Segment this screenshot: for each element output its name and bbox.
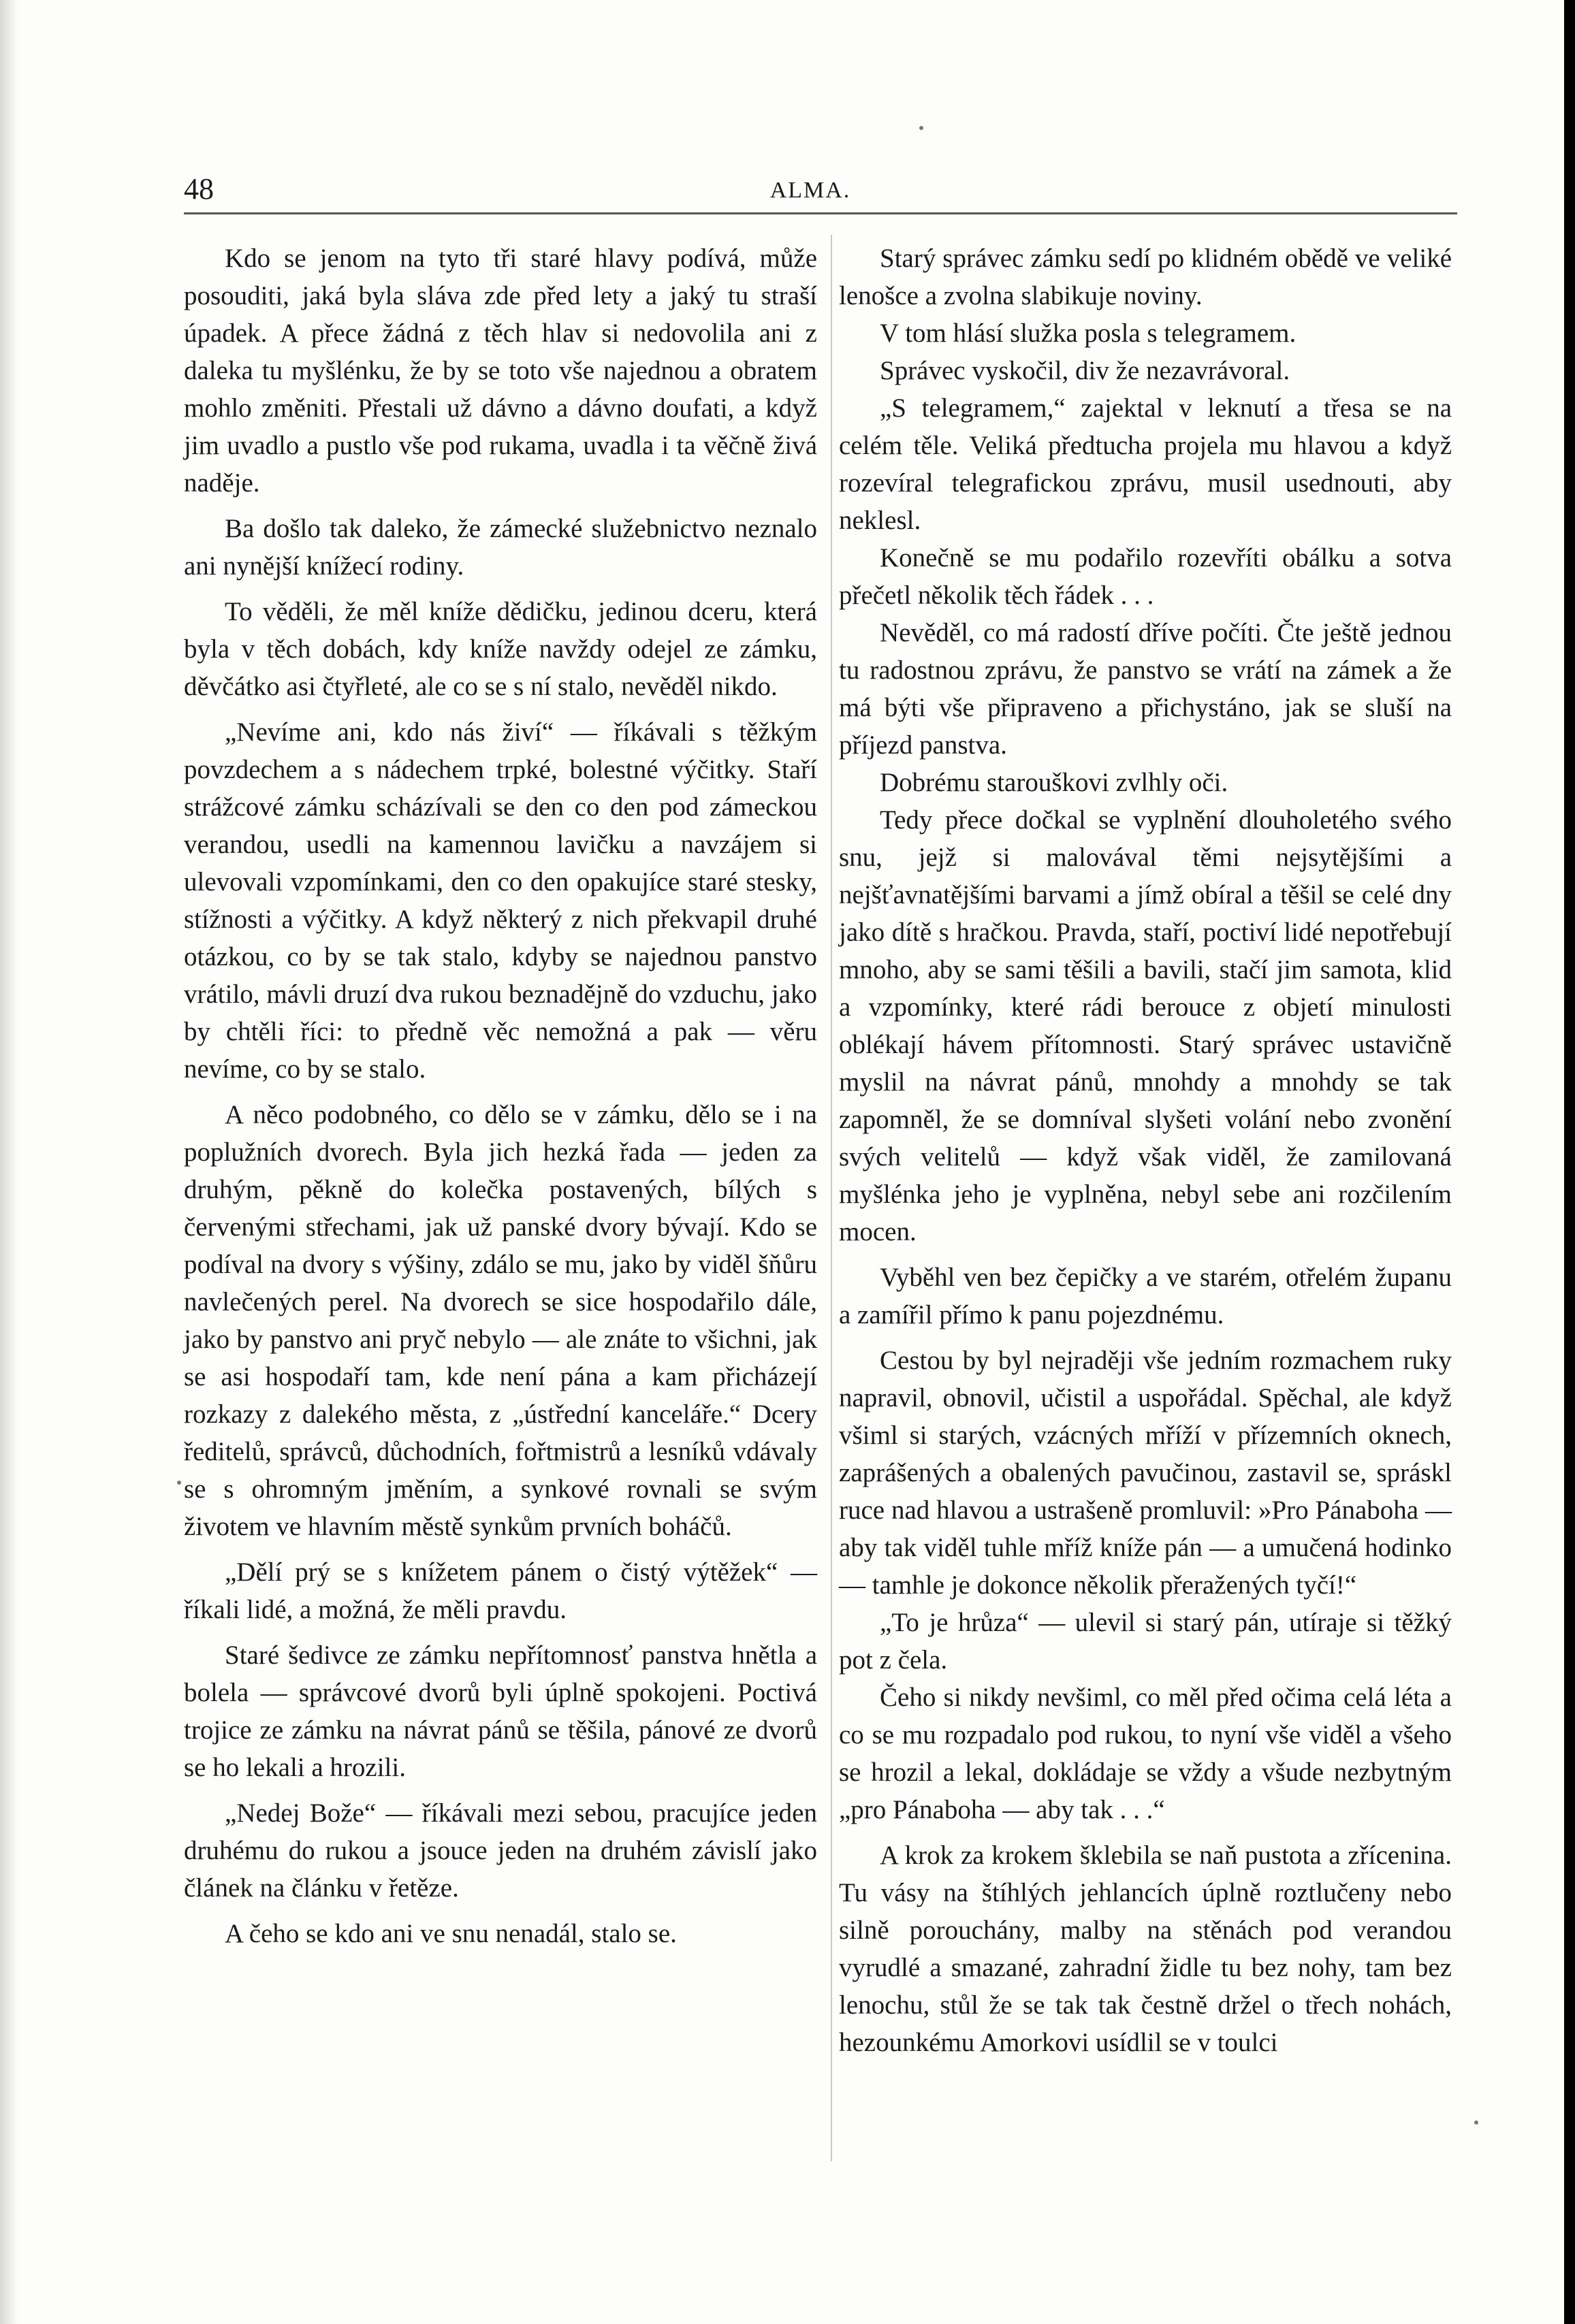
paragraph: Vyběhl ven bez čepičky a ve starém, otřelém županu a zamířil přímo k panu pojezdnému. bbox=[839, 1263, 1452, 1329]
paragraph: „Nevíme ani, kdo nás živí“ — říkávali s těžkým povzdechem a s nádechem trpké, bolestné výčitky. Staří strážcové zámku scházívali se den co den pod zámeckou verandou, usedli na kamennou lavičku a navzájem si ulevovali vzpomínkami, den co den opakujíce staré stesky, stížnosti a výčitky. A když některý z nich překvapil druhé otázkou, co by se tak stalo, kdyby se najednou panstvo vrátilo, mávli druzí dva rukou beznadějně do vzduchu, jako by chtěli říci: to předně věc nemožná a pak — věru nevíme, co by se stalo. bbox=[184, 717, 817, 1084]
paragraph: Dobrému starouškovi zvlhly oči. bbox=[880, 768, 1228, 797]
page-header bbox=[184, 169, 1437, 210]
header-rule bbox=[184, 212, 1457, 214]
paragraph: A čeho se kdo ani ve snu nenadál, stalo se. bbox=[225, 1919, 677, 1948]
paragraph: A krok za krokem šklebila se naň pustota a zřícenina. Tu vásy na štíhlých jehlancích úplně roztlučeny nebo silně porouchány, malby na stěnách pod verandou vyrudlé a smazané, zahradní židle tu bez nohy, tam bez lenochu, stůl že se tak tak čestně držel o třech nohách, hezounkému Amorkovi usídlil se v toulci bbox=[839, 1841, 1452, 2057]
right-column bbox=[839, 240, 1452, 2069]
paragraph: Tedy přece dočkal se vyplnění dlouholetého svého snu, jejž si malovával těmi nejsytějšími a nejšťavnatějšími barvami a jímž obíral a těšil se celé dny jako dítě s hračkou. Pravda, staří, poctiví lidé nepotřebují mnoho, aby se sami těšili a bavili, stačí jim samota, klid a vzpomínky, které rádi berouce z objetí minulosti oblékají hávem přítomnosti. Starý správec ustavičně myslil na návrat pánů, mnohdy a mnohdy se tak zapomněl, že se domníval slyšeti volání nebo zvonění svých velitelů — když však viděl, že zamilovaná myšlénka jeho je vyplněna, nebyl sebe ani rozčilením mocen. bbox=[839, 805, 1452, 1246]
left-column bbox=[184, 240, 817, 1960]
paragraph: A něco podobného, co dělo se v zámku, dělo se i na poplužních dvorech. Byla jich hezká řada — jeden za druhým, pěkně do kolečka postavených, bílých s červenými střechami, jak už panské dvory bývají. Kdo se podíval na dvory s výšiny, zdálo se mu, jako by viděl šňůru navlečených perel. Na dvorech se sice hospodařilo dále, jako by panstvo ani pryč nebylo — ale znáte to všichni, jak se asi hospodaří tam, kde není pána a kam přicházejí rozkazy z dalekého města, z „ústřední kanceláře.“ Dcery ředitelů, správců, důchodních, fořtmistrů a lesníků vdávaly se s ohromným jměním, a synkové rovnali se svým životem ve hlavním městě synkům prvních boháčů. bbox=[184, 1100, 817, 1541]
paragraph: „Nedej Bože“ — říkávali mezi sebou, pracujíce jeden druhému do rukou a jsouce jeden na druhém závislí jako článek na článku v řetěze. bbox=[184, 1798, 817, 1903]
paragraph: „To je hrůza“ — ulevil si starý pán, utíraje si těžký pot z čela. bbox=[839, 1608, 1452, 1675]
scan-edge bbox=[1564, 0, 1575, 2324]
column-divider bbox=[831, 235, 832, 2161]
paragraph: Staré šedivce ze zámku nepřítomnosť panstva hnětla a bolela — správcové dvorů byli úplně spokojeni. Poctivá trojice ze zámku na návrat pánů se těšila, pánové ze dvorů se ho lekali a hrozili. bbox=[184, 1641, 817, 1782]
scan-speck bbox=[177, 1481, 181, 1485]
paragraph: Ba došlo tak daleko, že zámecké služebnictvo neznalo ani nynější knížecí rodiny. bbox=[184, 514, 817, 581]
paragraph: Nevěděl, co má radostí dříve počíti. Čte ještě jednou tu radostnou zprávu, že panstvo se vrátí na zámek a že má býti vše připraveno a přichystáno, jak se sluší na příjezd panstva. bbox=[839, 618, 1452, 760]
paragraph: Cestou by byl nejraději vše jedním rozmachem ruky napravil, obnovil, učistil a uspořádal. Spěchal, ale když všiml si starých, vzácných mříží v přízemních oknech, zaprášených a obalených pavučinou, zastavil se, spráskl ruce nad hlavou a ustrašeně promluvil: »Pro Pánaboha — aby tak viděl tuhle mříž kníže pán — a umučená hodinko — tamhle je dokonce několik přeražených tyčí!“ bbox=[839, 1346, 1452, 1600]
paragraph: Správec vyskočil, div že nezavrávoral. bbox=[880, 356, 1290, 385]
paragraph: Starý správec zámku sedí po klidném obědě ve veliké lenošce a zvolna slabikuje noviny. bbox=[839, 244, 1452, 310]
paragraph: Čeho si nikdy nevšiml, co měl před očima celá léta a co se mu rozpadalo pod rukou, to nyní vše viděl a všeho se hrozil a lekal, dokládaje se vždy a všude nezbytným „pro Pánaboha — aby tak . . .“ bbox=[839, 1683, 1452, 1824]
paragraph: Konečně se mu podařilo rozevříti obálku a sotva přečetl několik těch řádek . . . bbox=[839, 543, 1452, 610]
paragraph: Kdo se jenom na tyto tři staré hlavy podívá, může posouditi, jaká byla sláva zde před lety a jaký tu straší úpadek. A přece žádná z těch hlav si nedovolila ani z daleka tu myšlénku, že by se toto vše najednou a obratem mohlo změniti. Přestali už dávno a dávno doufati, a když jim uvadlo a pustlo vše pod rukama, uvadla i ta věčně živá naděje. bbox=[184, 244, 817, 498]
page-number: 48 bbox=[184, 172, 214, 206]
paragraph: To věděli, že měl kníže dědičku, jedinou dceru, která byla v těch dobách, kdy kníže navždy odejel ze zámku, děvčátko asi čtyřleté, ale co se s ní stalo, nevěděl nikdo. bbox=[184, 597, 817, 701]
scan-speck bbox=[919, 126, 923, 130]
paragraph: V tom hlásí služka posla s telegramem. bbox=[880, 319, 1296, 348]
scan-speck bbox=[1474, 2120, 1478, 2125]
paragraph: „Dělí prý se s knížetem pánem o čistý výtěžek“ — říkali lidé, a možná, že měli pravdu. bbox=[184, 1558, 817, 1624]
paragraph: „S telegramem,“ zajektal v leknutí a třesa se na celém těle. Veliká předtucha projela mu hlavou a když rozevíral telegrafickou zprávu, musil usednouti, aby neklesl. bbox=[839, 393, 1452, 535]
running-title: ALMA. bbox=[769, 178, 851, 203]
page-gutter-shadow bbox=[0, 0, 18, 2324]
